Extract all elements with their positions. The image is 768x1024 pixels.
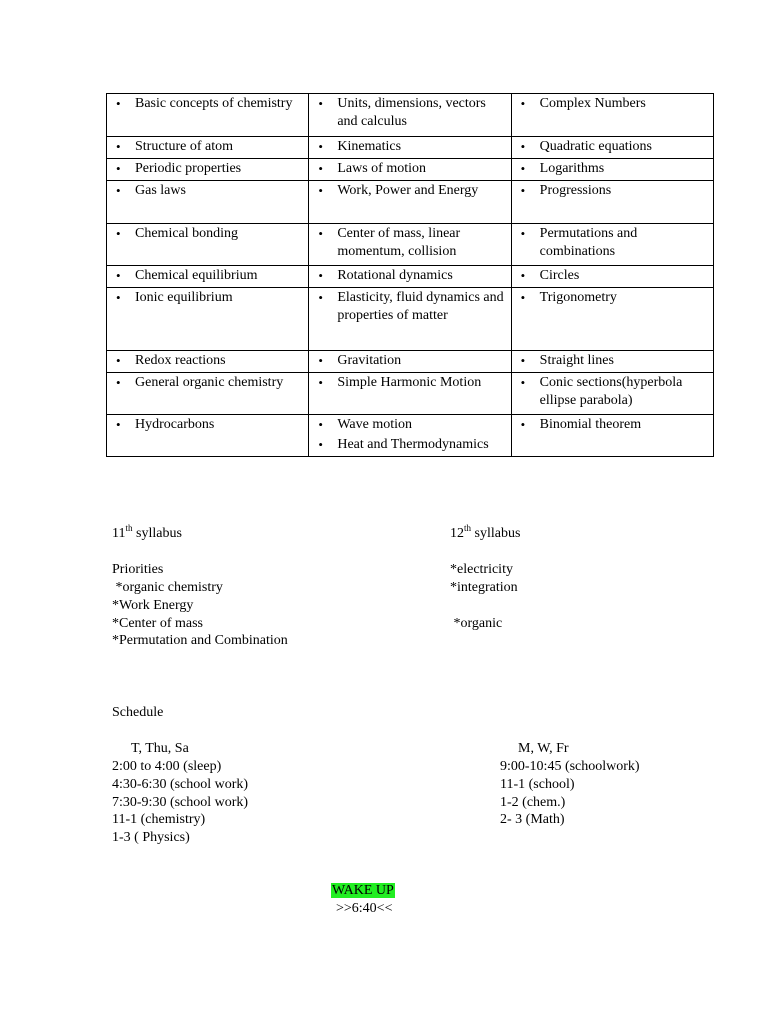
priority-item-12: *organic: [450, 616, 503, 631]
bullet-item: • Hydrocarbons: [113, 416, 302, 434]
priorities-heading: Priorities: [112, 562, 164, 577]
table-cell: [309, 181, 511, 224]
table-row: [107, 94, 714, 137]
table-cell: [309, 373, 511, 415]
syllabus-11-heading: 11th syllabus: [112, 523, 182, 541]
table-cell: [107, 159, 309, 181]
bullet-item: • Elasticity, fluid dynamics and properties of matter: [315, 289, 504, 325]
table-cell: [309, 288, 511, 351]
priority-item: *organic chemistry: [112, 580, 223, 595]
syllabus-12-heading: 12th syllabus: [450, 523, 521, 541]
table-cell: [511, 373, 713, 415]
schedule-item: 1-3 ( Physics): [112, 830, 190, 845]
schedule-item-right: 11-1 (school): [500, 777, 575, 792]
bullet-item: • Straight lines: [518, 352, 707, 370]
bullet-item: • Chemical bonding: [113, 225, 302, 243]
bullet-item: • Logarithms: [518, 160, 707, 178]
bullet-item: • Binomial theorem: [518, 416, 707, 434]
table-cell: [107, 137, 309, 159]
table-cell: [309, 94, 511, 137]
schedule-item-right: 1-2 (chem.): [500, 795, 566, 810]
priority-item: *Permutation and Combination: [112, 633, 288, 648]
bullet-item: • Ionic equilibrium: [113, 289, 302, 307]
table-cell: [309, 224, 511, 266]
bullet-item: • Simple Harmonic Motion: [315, 374, 504, 392]
schedule-left-days: T, Thu, Sa: [131, 741, 189, 756]
schedule-item: 4:30-6:30 (school work): [112, 777, 249, 792]
table-cell: [511, 266, 713, 288]
table-cell: [309, 159, 511, 181]
table-cell: [511, 224, 713, 266]
priority-item-12: *integration: [450, 580, 518, 595]
bullet-item: • Progressions: [518, 182, 707, 200]
bullet-item: • Quadratic equations: [518, 138, 707, 156]
table-cell: [107, 288, 309, 351]
bullet-item: • Wave motion: [315, 416, 504, 434]
bullet-item: • Periodic properties: [113, 160, 302, 178]
syllabus-table: [106, 93, 714, 457]
bullet-item: • Heat and Thermodynamics: [315, 436, 504, 454]
wake-up-highlight: WAKE UP: [332, 883, 394, 898]
table-row: [107, 266, 714, 288]
schedule-heading: Schedule: [112, 705, 164, 720]
bullet-item: • Trigonometry: [518, 289, 707, 307]
table-cell: [309, 266, 511, 288]
schedule-item-right: 2- 3 (Math): [500, 812, 565, 827]
table-row: [107, 373, 714, 415]
table-cell: [107, 181, 309, 224]
table-cell: [107, 415, 309, 457]
bullet-item: • Circles: [518, 267, 707, 285]
bullet-item: • Complex Numbers: [518, 95, 707, 113]
bullet-item: • Center of mass, linear momentum, collision: [315, 225, 504, 261]
table-row: [107, 159, 714, 181]
bullet-item: • Basic concepts of chemistry: [113, 95, 302, 113]
priority-item-12: *electricity: [450, 562, 513, 577]
bullet-item: • Rotational dynamics: [315, 267, 504, 285]
table-cell: [107, 224, 309, 266]
table-row: [107, 351, 714, 373]
table-cell: [511, 159, 713, 181]
table-cell: [511, 351, 713, 373]
table-cell: [511, 137, 713, 159]
table-cell: [511, 94, 713, 137]
schedule-item: 11-1 (chemistry): [112, 812, 206, 827]
table-row: [107, 181, 714, 224]
table-row: [107, 224, 714, 266]
table-cell: [511, 288, 713, 351]
table-row: [107, 137, 714, 159]
bullet-item: • Chemical equilibrium: [113, 267, 302, 285]
bullet-item: • Structure of atom: [113, 138, 302, 156]
table-row: [107, 288, 714, 351]
table-cell: [107, 351, 309, 373]
table-cell: [309, 137, 511, 159]
table-cell: [107, 94, 309, 137]
bullet-item: • Redox reactions: [113, 352, 302, 370]
wake-up-time: >>6:40<<: [336, 901, 393, 916]
bullet-item: • Work, Power and Energy: [315, 182, 504, 200]
bullet-item: • Gas laws: [113, 182, 302, 200]
bullet-item: • Laws of motion: [315, 160, 504, 178]
table-cell: [309, 351, 511, 373]
table-cell: [107, 266, 309, 288]
bullet-item: • Kinematics: [315, 138, 504, 156]
wake-up-label: [331, 882, 395, 900]
schedule-item: 7:30-9:30 (school work): [112, 795, 249, 810]
priority-item: *Center of mass: [112, 616, 203, 631]
schedule-right-days: M, W, Fr: [518, 741, 569, 756]
table-cell: [309, 415, 511, 457]
priority-item: *Work Energy: [112, 598, 194, 613]
table-cell: [107, 373, 309, 415]
schedule-item: 2:00 to 4:00 (sleep): [112, 759, 222, 774]
table-cell: [511, 181, 713, 224]
bullet-item: • Permutations and combinations: [518, 225, 707, 261]
schedule-item-right: 9:00-10:45 (schoolwork): [500, 759, 640, 774]
bullet-item: • Conic sections(hyperbola ellipse parabola): [518, 374, 707, 410]
table-row: [107, 415, 714, 457]
bullet-item: • Gravitation: [315, 352, 504, 370]
bullet-item: • Units, dimensions, vectors and calculus: [315, 95, 504, 131]
table-cell: [511, 415, 713, 457]
bullet-item: • General organic chemistry: [113, 374, 302, 392]
